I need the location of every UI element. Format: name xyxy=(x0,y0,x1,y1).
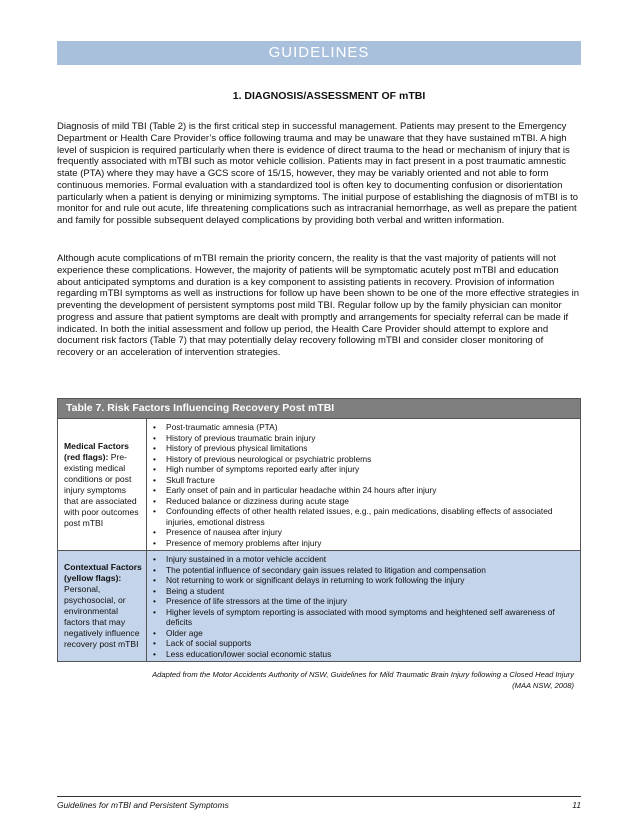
list-item: • Not returning to work or significant delays in returning to work following the injury xyxy=(153,575,576,586)
banner-text: GUIDELINES xyxy=(268,44,370,61)
row-label-rest: Personal, psychosocial, or environmental factors that may negatively influence recovery post mTBI xyxy=(64,584,140,649)
table-source-caption xyxy=(54,670,574,691)
list-item: • Older age xyxy=(153,628,576,639)
list-item: • History of previous traumatic brain injury xyxy=(153,433,576,444)
list-item: • Post-traumatic amnesia (PTA) xyxy=(153,422,576,433)
paragraph-diagnosis: Diagnosis of mild TBI (Table 2) is the first critical step in successful management. Patients may present to the Emergency Department or Health Care Provider’s office following trauma and may be unaware that they have sustained mTBI. A high level of suspicion is required particularly when there is evidence of direct trauma to the head or mechanism of injury that is frequently associated with mTBI such as motor vehicle collision. Patients may in fact present in a post traumatic amnestic state (PTA) where they may have a GCS score of 15/15, however, they may be variably oriented and not able to form continuous memories. Formal evaluation with a standardized tool is often key to documenting confusion or disorientation particularly when a patient is denying or minimizing symptoms. The initial purpose of establishing the diagnosis of mTBI is to monitor for and rule out acute, life threatening complications such as intracranial hemorrhage, as well as prepare the patient and family for possible subsequent delayed complications by providing both verbal and written information. xyxy=(57,121,578,226)
page-number: 11 xyxy=(572,800,581,810)
list-item: • Injury sustained in a motor vehicle accident xyxy=(153,554,576,565)
list-item: • Presence of life stressors at the time of the injury xyxy=(153,596,576,607)
list-item: • Confounding effects of other health related issues, e.g., pain medications, disabling effects of associated injuries, emotional distress xyxy=(153,506,576,527)
table-row-contextual-factors xyxy=(58,551,580,661)
list-item: • Skull fracture xyxy=(153,475,576,486)
list-item: • Lack of social supports xyxy=(153,638,576,649)
caption-line-1: Adapted from the Motor Accidents Authority of NSW, Guidelines for Mild Traumatic Brain Injury following a Closed Head Injury xyxy=(152,670,574,679)
footer-document-title: Guidelines for mTBI and Persistent Symptoms xyxy=(57,800,229,810)
caption-line-2: (MAA NSW, 2008) xyxy=(512,680,574,690)
medical-factors-list xyxy=(147,419,580,550)
list-item: • The potential influence of secondary gain issues related to litigation and compensation xyxy=(153,565,576,576)
table-title: Table 7. Risk Factors Influencing Recovery Post mTBI xyxy=(58,399,580,419)
list-item: • Early onset of pain and in particular headache within 24 hours after injury xyxy=(153,485,576,496)
list-item: • Reduced balance or dizziness during acute stage xyxy=(153,496,576,507)
section-title: 1. DIAGNOSIS/ASSESSMENT OF mTBI xyxy=(232,90,426,102)
row-label-rest: Pre-existing medical conditions or post injury symptoms that are associated with poor outcomes post mTBI xyxy=(64,451,139,528)
list-item: • Higher levels of symptom reporting is associated with mood symptoms and heightened self awareness of deficits xyxy=(153,607,576,628)
list-item: • High number of symptoms reported early after injury xyxy=(153,464,576,475)
row-label-bold: Medical Factors (red flags): xyxy=(64,440,129,462)
table-row-medical-factors xyxy=(58,419,580,551)
risk-factors-table xyxy=(57,398,581,662)
guidelines-banner xyxy=(57,41,581,65)
list-item: • History of previous physical limitations xyxy=(153,443,576,454)
contextual-factors-list xyxy=(147,551,580,661)
list-item: • Being a student xyxy=(153,586,576,597)
footer-divider xyxy=(57,796,581,797)
row-label xyxy=(58,551,147,661)
list-item: • History of previous neurological or psychiatric problems xyxy=(153,454,576,465)
list-item: • Less education/lower social economic status xyxy=(153,649,576,660)
paragraph-complications: Although acute complications of mTBI remain the priority concern, the reality is that the vast majority of patients will not experience these complications. However, the majority of patients will be symptomatic acutely post mTBI and education about anticipated symptoms and duration is a key component to assisting patients in recovery. Provision of information regarding mTBI symptoms as well as instructions for follow up have been shown to be one of the more effective strategies in preventing the development of persistent symptoms post mild TBI. Regular follow up by the family physician can monitor progress and assure that patient symptoms are dealt with promptly and arrangements for specialty referral can be made if indicated. In both the initial assessment and follow up period, the Health Care Provider should attempt to explore and document risk factors (Table 7) that may potentially delay recovery following mTBI and consider closer monitoring of recovery or an acceleration of intervention strategies. xyxy=(57,253,580,358)
row-label-bold: Contextual Factors (yellow flags): xyxy=(64,562,142,583)
row-label xyxy=(58,419,147,550)
list-item: • Presence of memory problems after injury xyxy=(153,538,576,549)
list-item: • Presence of nausea after injury xyxy=(153,527,576,538)
